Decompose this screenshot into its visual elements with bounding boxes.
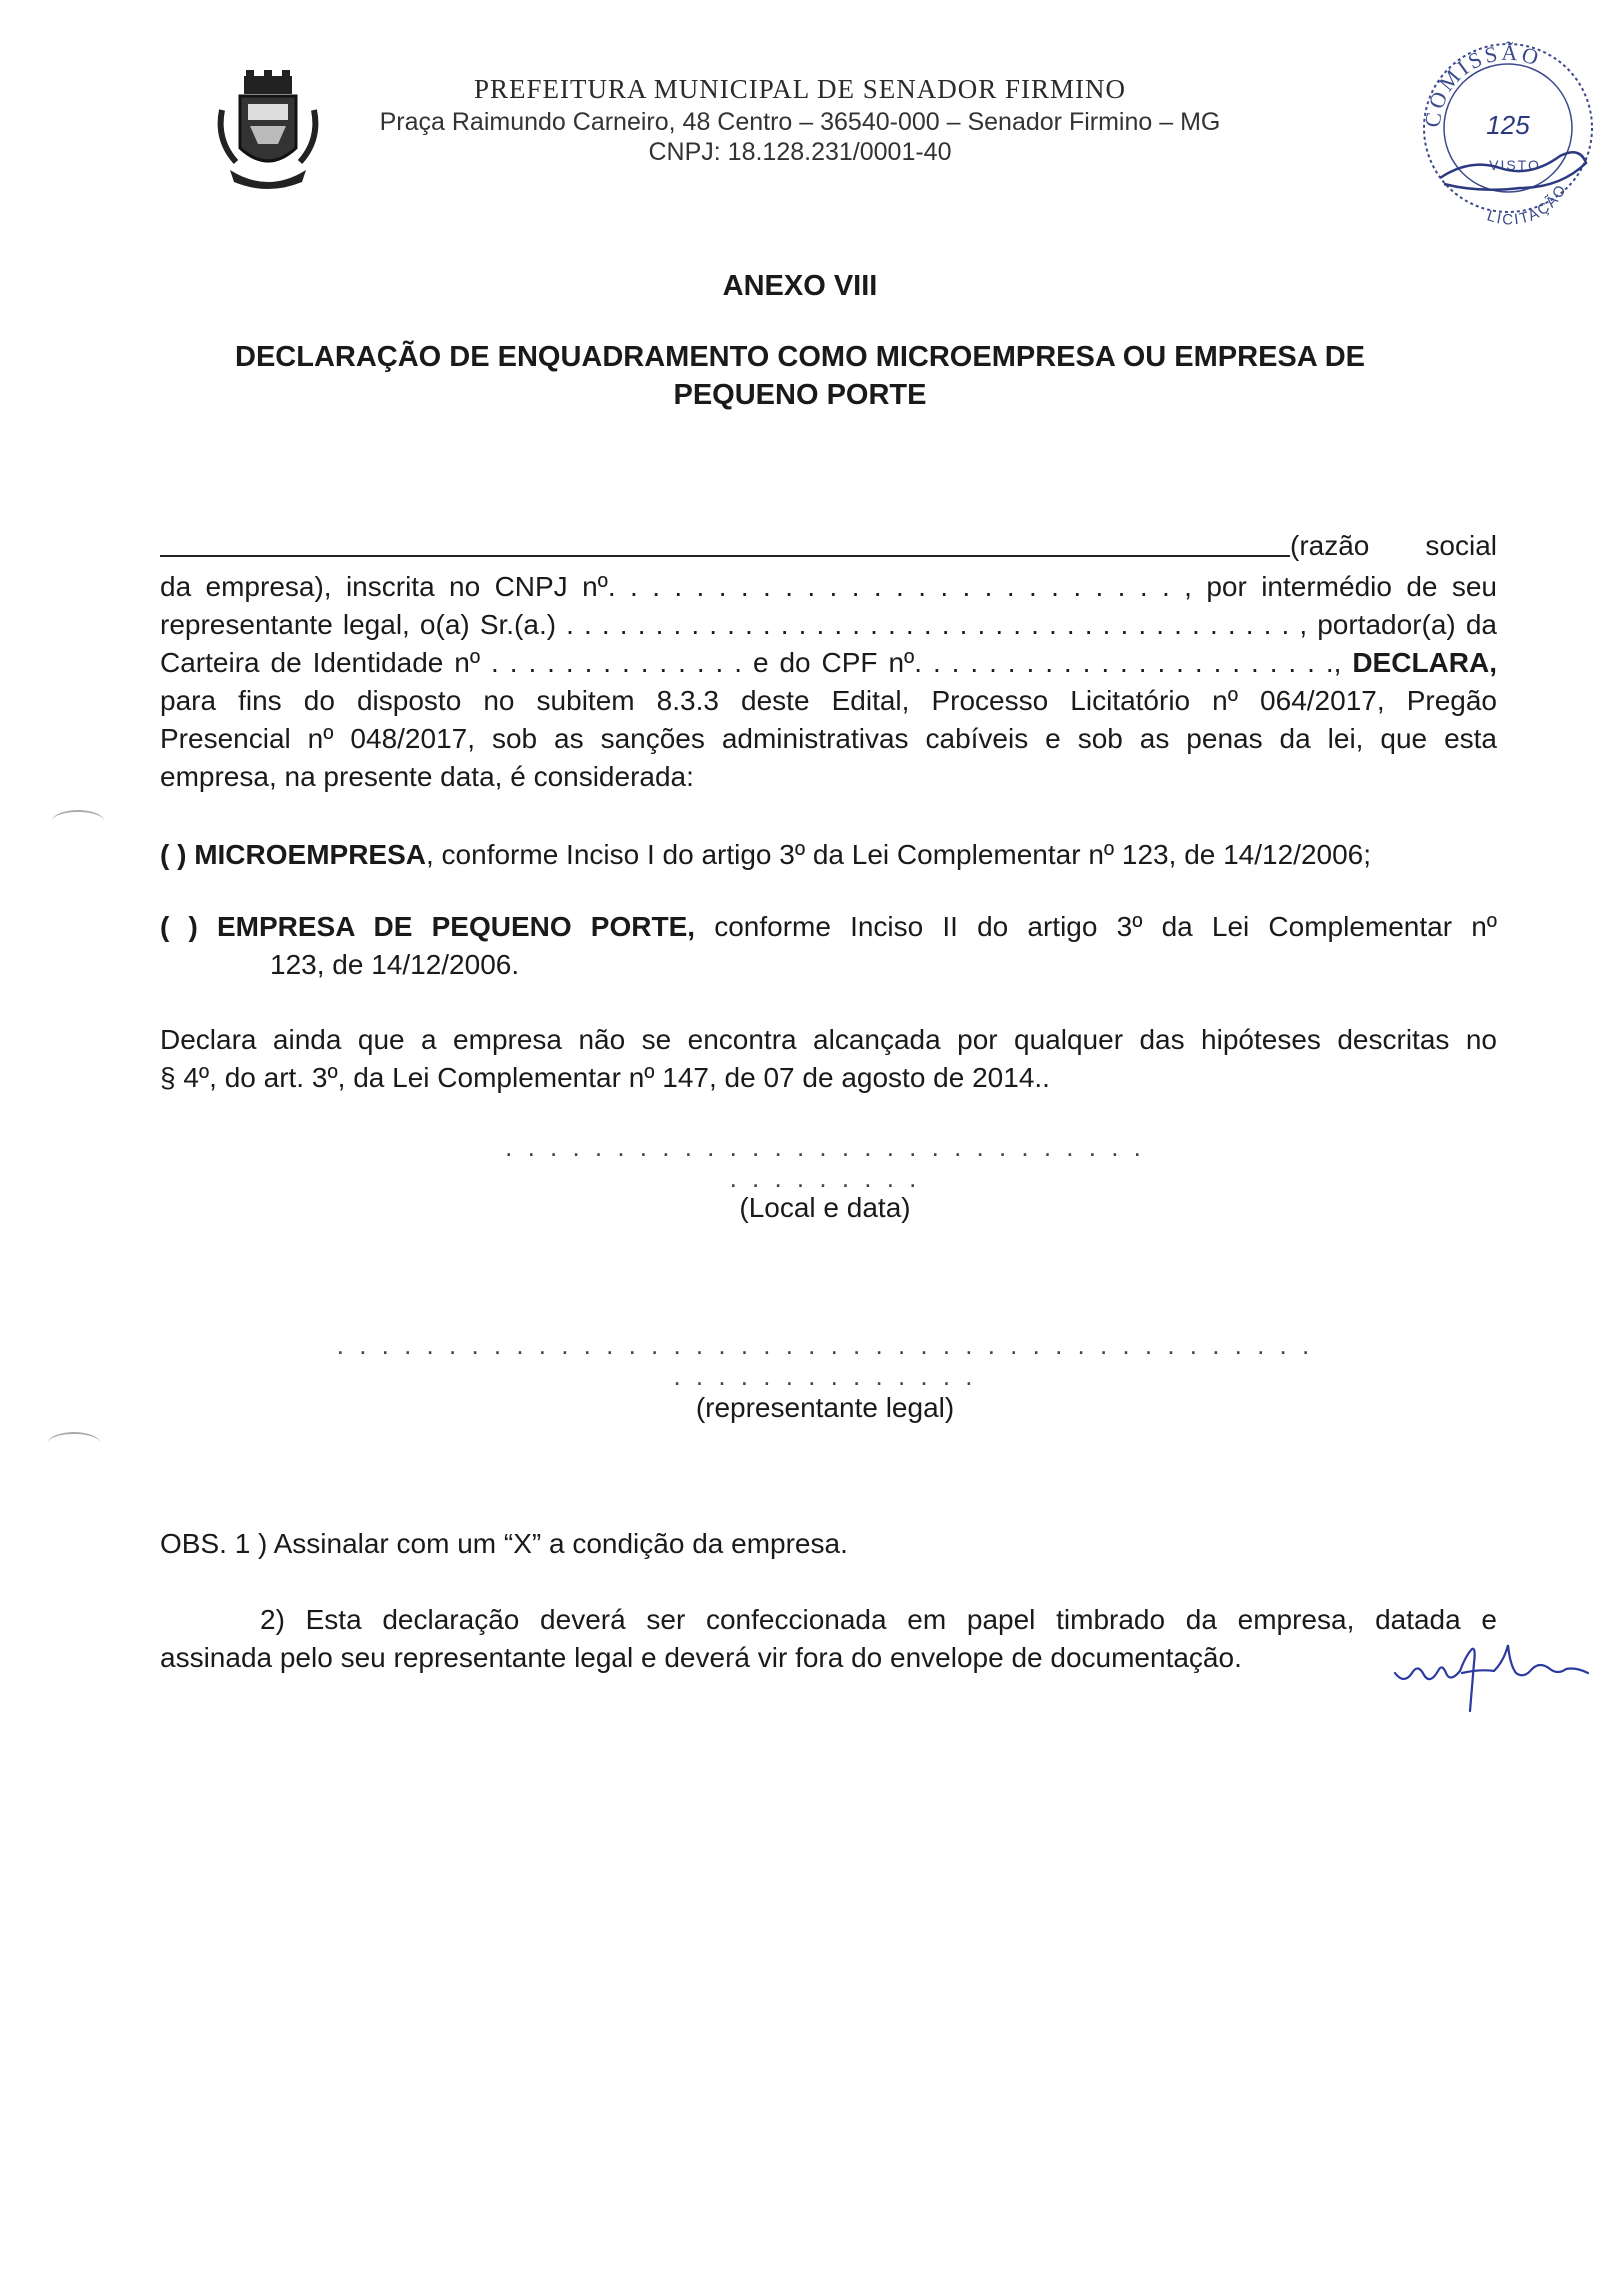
option-microempresa-text: , conforme Inciso I do artigo 3º da Lei Complementar nº 123, de 14/12/2006;	[426, 839, 1372, 870]
institution-name: PREFEITURA MUNICIPAL DE SENADOR FIRMINO	[473, 74, 1127, 104]
razao-social-label: (razão social	[1290, 530, 1497, 561]
stamp-number: 125	[1486, 110, 1530, 140]
body-line	[160, 644, 1497, 682]
representative-label: (representante legal)	[695, 1392, 955, 1423]
option-microempresa	[160, 836, 1497, 874]
obs-item-2: 2) Esta declaração deverá ser confeccionada em papel timbrado da empresa, datada e	[260, 1604, 1497, 1635]
option-epp-text: conforme Inciso II do artigo 3º da Lei Complementar nº	[695, 911, 1497, 942]
declara-keyword: DECLARA,	[1352, 647, 1497, 678]
body-line: da empresa), inscrita no CNPJ nº. . . . . . . . . . . . . . . . . . . . . . . . . . , por intermédio de seu	[160, 571, 1497, 602]
body-line: para fins do disposto no subitem 8.3.3 deste Edital, Processo Licitatório nº 064/2017, Pregão	[160, 685, 1497, 716]
declaration-title: DECLARAÇÃO DE ENQUADRAMENTO COMO MICROEMPRESA OU EMPRESA DE PEQUENO PORTE	[235, 341, 1365, 411]
obs-item-2: assinada pelo seu representante legal e deverá vir fora do envelope de documentação.	[160, 1642, 1242, 1673]
scan-mark	[48, 1432, 100, 1454]
institution-address: Praça Raimundo Carneiro, 48 Centro – 36540-000 – Senador Firmino – MG	[379, 108, 1221, 136]
company-name-blank-line	[160, 555, 1290, 557]
stamp-bottom-text: LICITAÇÃO	[1484, 180, 1571, 229]
scan-mark	[52, 810, 104, 832]
option-microempresa-label: ( ) MICROEMPRESA	[160, 839, 426, 870]
option-epp-continuation: 123, de 14/12/2006.	[270, 949, 520, 980]
stamp-top-text: COMISSÃO	[1419, 39, 1545, 129]
commission-stamp	[1410, 28, 1600, 233]
institution-cnpj: CNPJ: 18.128.231/0001-40	[648, 138, 952, 166]
body-line: empresa, na presente data, é considerada:	[160, 761, 694, 792]
body-line: Presencial nº 048/2017, sob as sanções administrativas cabíveis e sob as penas da lei, que esta	[160, 723, 1497, 754]
option-epp-label: ( ) EMPRESA DE PEQUENO PORTE,	[160, 911, 696, 942]
stamp-middle-text: VISTO	[1489, 157, 1541, 173]
option-epp	[160, 908, 1497, 946]
annex-title: ANEXO VIII	[722, 270, 878, 302]
local-date-label: (Local e data)	[739, 1192, 911, 1223]
handwritten-rubric	[1390, 1635, 1595, 1715]
additional-declaration: Declara ainda que a empresa não se encontra alcançada por qualquer das hipóteses descritas no	[160, 1024, 1497, 1055]
body-line-text: Carteira de Identidade nº . . . . . . . . . . . . . . e do CPF nº. . . . . . . . . . . . . . . . . . . . . . .,	[160, 647, 1353, 678]
obs-item-1: OBS. 1 ) Assinalar com um “X” a condição da empresa.	[160, 1528, 848, 1559]
local-date-dotted-line: . . . . . . . . . . . . . . . . . . . . . . . . . . . . . . . . . . . . . .	[505, 1132, 1145, 1193]
body-line: representante legal, o(a) Sr.(a.) . . . . . . . . . . . . . . . . . . . . . . . . . . . . . . . . . . . . . . . . . , portador(a) da	[160, 609, 1497, 640]
additional-declaration: § 4º, do art. 3º, da Lei Complementar nº 147, de 07 de agosto de 2014..	[160, 1062, 1050, 1093]
representative-dotted-line: . . . . . . . . . . . . . . . . . . . . . . . . . . . . . . . . . . . . . . . . . . . . . . . . . . . . . . . . . .	[336, 1330, 1314, 1391]
